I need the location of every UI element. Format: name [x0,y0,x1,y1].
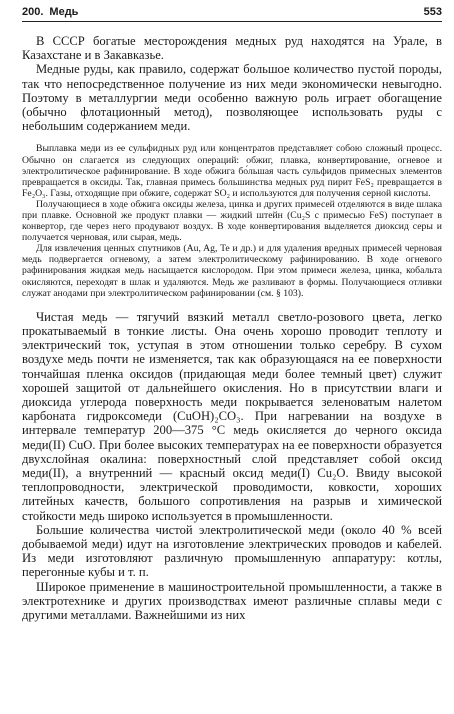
paragraph: Большие количества чистой электролитической меди (около 40 % всей добываемой меди) идут на изготовление электрических проводов и кабелей. Из меди изготовляют различную промышленную аппаратуру: котлы, перегонные кубы и т. п. [22,522,442,580]
paragraph: Широкое применение в машиностроительной промышленности, а также в электротехнике и других производствах имеют различные сплавы меди с другими металлами. Важнейшими из них [22,579,442,622]
intro-block [22,34,442,133]
paragraph: Чистая медь — тягучий вязкий металл светло-розового цвета, легко прокатываемый в тонкие листы. Она очень хорошо проводит теплоту и электрический ток, уступая в этом отношении только серебру. В сухом воздухе медь почти не изменяется, так как образующаяся на ее поверхности тончайшая пленка оксидов (придающая меди более темный цвет) служит хорошей защитой от дальнейшего окисления. Но в присутствии влаги и диоксида углерода поверхность меди покрывается зеленоватым налетом карбоната гидроксомеди (CuOH)₂CO₃. При нагревании на воздухе в интервале температур 200—375 °С медь окисляется до черного оксида меди(II) CuO. При более высоких температурах на ее поверхности образуется двухслойная окалина: поверхностный слой представляет собой оксид меди(II), а внутренний — красный оксид меди(I) Cu₂O. Ввиду высокой теплопроводности, электрической проводимости, ковкости, хороших литейных качеств, большого сопротивления на разрыв и химической стойкости медь широко используется в промышленности. [22,309,442,523]
small-paragraph: Получающиеся в ходе обжига оксиды железа, цинка и других примесей отделяются в виде шлака при плавке. Основной же продукт плавки — жидкий штейн (Cu₂S с примесью FeS) поступает в конвертор, где через него продувают воздух. В ходе конвертирования выделяется диоксид серы и получается черновая, или сырая, медь. [22,198,442,244]
paragraph: Медные руды, как правило, содержат большое количество пустой породы, так что непосредственное получение из них меди экономически невыгодно. Поэтому в металлургии меди особенно важную роль играет обогащение (обычно флотационный метод), позволяющее использовать руды с небольшим содержанием меди. [22,62,442,134]
section-title: Медь [49,6,79,18]
small-paragraph: Для извлечения ценных спутников (Au, Ag, Te и др.) и для удаления вредных примесей черновая медь подвергается огневому, а затем электролитическому рафинированию. В ходе огневого рафинирования жидкая медь насыщается кислородом. При этом примеси железа, цинка, кобальта окисляются, переходят в шлак и удаляются. Медь же разливают в формы. Получающиеся отливки служат анодами при электролитическом рафинировании (см. § 103). [22,243,442,299]
small-paragraph: Выплавка меди из ее сульфидных руд или концентратов представляет собою сложный процесс. Обычно он слагается из следующих операций: обжиг, плавка, конвертирование, огневое и электролитическое рафинирование. В ходе обжига бо́льшая часть сульфидов примесных элементов превращается в оксиды. Так, главная примесь большинства медных руд пирит FeS₂ превращается в Fe₂O₃. Газы, отходящие при обжиге, содержат SO₂ и используются для получения серной кислоты. [22,143,442,199]
paragraph: В СССР богатые месторождения медных руд находятся на Урале, в Казахстане и в Закавказье. [22,34,442,63]
small-print-block [22,143,442,298]
main-text-block [22,310,442,622]
page-number: 553 [423,6,442,18]
running-header [22,6,442,22]
header-left [22,6,78,18]
section-number: 200. [22,6,44,18]
